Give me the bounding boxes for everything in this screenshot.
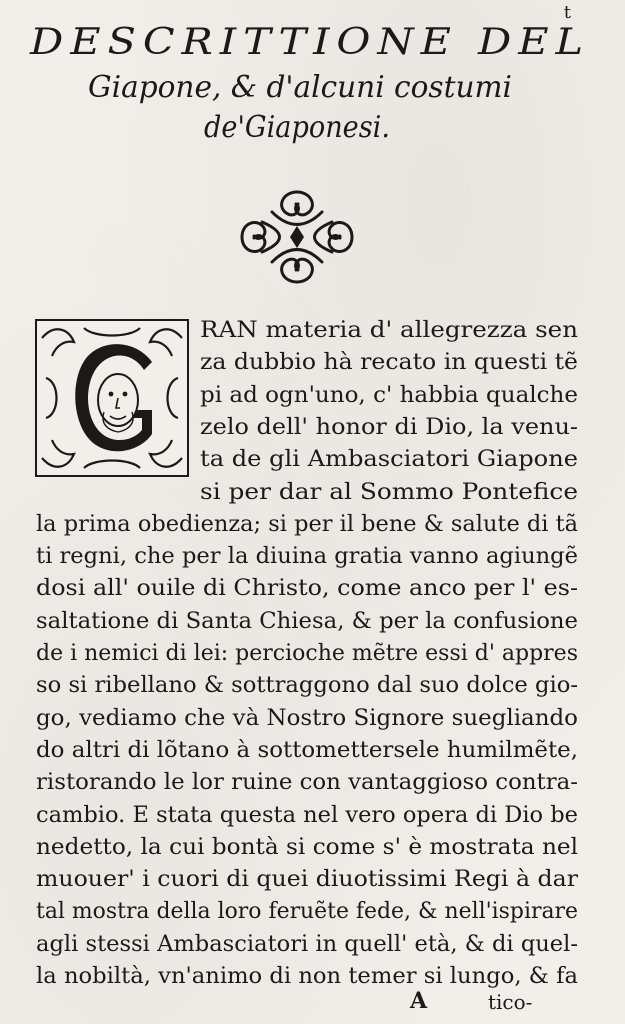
text-line: saltatione di Santa Chiesa, & per la confusione xyxy=(36,608,578,634)
signature-mark: A xyxy=(410,988,428,1014)
decorated-initial-g xyxy=(34,318,190,478)
text-line: ta de gli Ambasciatori Giapone xyxy=(200,447,578,473)
text-line: ristorando le lor ruine con vantaggioso contra- xyxy=(36,770,578,796)
text-line: zelo dell' honor di Dio, la venu- xyxy=(200,414,578,440)
folio-number: t xyxy=(563,2,571,23)
floral-ornament-icon xyxy=(232,182,362,292)
text-line: nedetto, la cui bontà si come s' è mostrata nel xyxy=(36,834,578,860)
text-line: go, vediamo che và Nostro Signore suegliando xyxy=(36,705,578,731)
text-line: ti regni, che per la diuina gratia vanno agiungẽ xyxy=(36,544,578,570)
text-line: si per dar al Sommo Pontefice xyxy=(200,479,578,505)
text-line: cambio. E stata questa nel vero opera di Dio be xyxy=(36,802,578,828)
text-line: pi ad ogn'uno, c' habbia qualche xyxy=(200,382,578,408)
text-line: do altri di lõtano à sottomettersele humilmẽte, xyxy=(36,737,578,763)
catchword: tico- xyxy=(488,990,533,1014)
text-line: RAN materia d' allegrezza sen xyxy=(200,318,578,343)
text-line: muouer' i cuori di quei diuotissimi Regi à dar xyxy=(36,867,578,893)
text-line: agli stessi Ambasciatori in quell' età, & di quel- xyxy=(36,931,578,957)
title-line-2: Giapone, & d'alcuni costumi xyxy=(88,70,512,105)
title-line-1: DESCRITTIONE DEL xyxy=(30,22,590,63)
text-line: la nobiltà, vn'animo di non temer si lungo, & fa xyxy=(36,964,578,989)
text-line: tal mostra della loro feruẽte fede, & nell'ispirare xyxy=(36,899,578,925)
text-line: dosi all' ouile di Christo, come anco per l' es- xyxy=(36,576,578,602)
title-line-3: de'Giaponesi. xyxy=(204,110,390,145)
text-line: za dubbio hà recato in questi tẽ xyxy=(200,350,578,376)
text-line: la prima obedienza; si per il bene & salute di tã xyxy=(36,511,578,537)
text-line: so si ribellano & sottraggono dal suo dolce gio- xyxy=(36,673,578,699)
text-line: de i nemici di lei: percioche mẽtre essi d' appres xyxy=(36,641,578,666)
